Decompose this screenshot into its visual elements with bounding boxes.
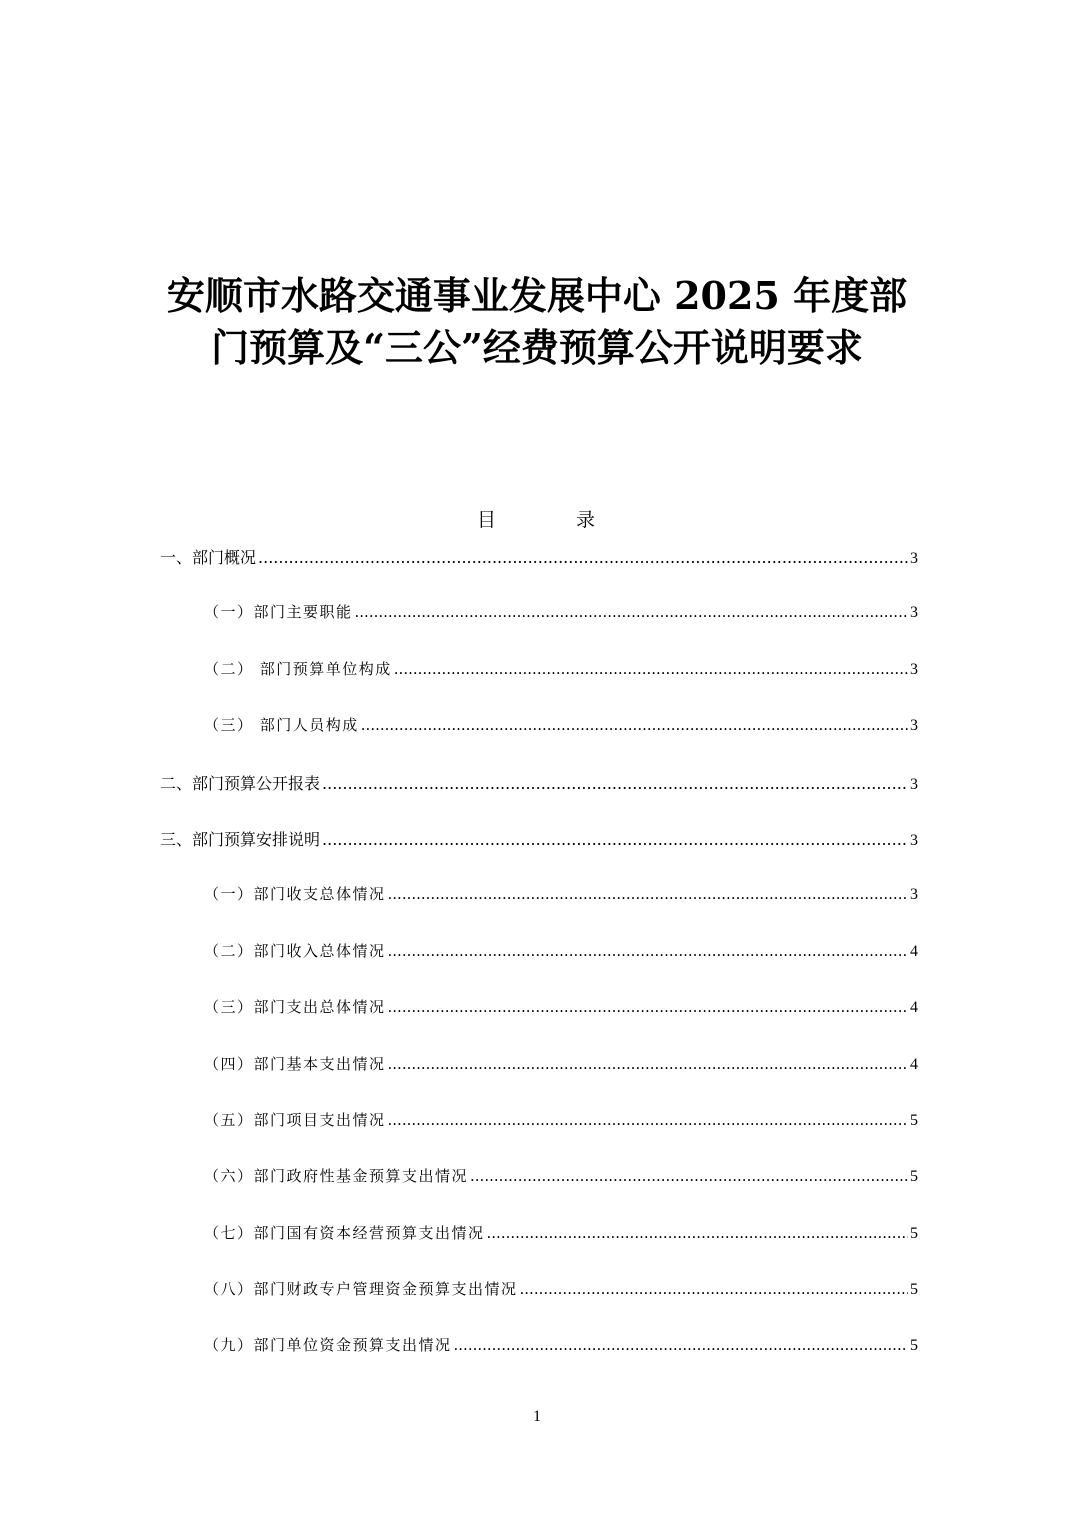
toc-entry-label: （八）部门财政专户管理资金预算支出情况 bbox=[204, 1280, 518, 1299]
table-of-contents bbox=[160, 545, 918, 1391]
toc-dot-leader bbox=[388, 942, 908, 960]
toc-dot-leader bbox=[388, 1111, 908, 1129]
toc-entry[interactable] bbox=[160, 1222, 918, 1278]
toc-dot-leader bbox=[487, 1224, 908, 1242]
title-line-2: 门预算及“三公”经费预算公开说明要求 bbox=[211, 325, 863, 370]
toc-entry[interactable] bbox=[160, 827, 918, 883]
toc-entry[interactable] bbox=[160, 940, 918, 996]
toc-entry-label: （一）部门主要职能 bbox=[204, 603, 353, 622]
toc-entry-label: （三） 部门人员构成 bbox=[204, 716, 359, 735]
toc-entry-page: 5 bbox=[910, 1337, 918, 1355]
toc-entry-label: （四）部门基本支出情况 bbox=[204, 1054, 386, 1073]
page-number: 1 bbox=[533, 1408, 541, 1425]
toc-entry-label: 一、部门概况 bbox=[160, 548, 257, 567]
toc-entry-page: 3 bbox=[910, 886, 918, 904]
toc-entry-page: 3 bbox=[910, 660, 918, 678]
toc-entry[interactable] bbox=[160, 658, 918, 714]
toc-dot-leader bbox=[258, 548, 908, 567]
toc-entry-page: 4 bbox=[910, 942, 918, 960]
toc-entry-page: 3 bbox=[910, 550, 918, 567]
toc-entry[interactable] bbox=[160, 545, 918, 601]
toc-entry[interactable] bbox=[160, 1334, 918, 1390]
toc-entry[interactable] bbox=[160, 1053, 918, 1109]
toc-entry-page: 3 bbox=[910, 775, 918, 793]
toc-entry-label: （六）部门政府性基金预算支出情况 bbox=[204, 1167, 469, 1186]
toc-entry-label: （三）部门支出总体情况 bbox=[204, 998, 386, 1017]
toc-entry[interactable] bbox=[160, 771, 918, 827]
toc-dot-leader bbox=[394, 660, 908, 678]
toc-entry-label: 三、部门预算安排说明 bbox=[160, 829, 321, 849]
toc-entry[interactable] bbox=[160, 1109, 918, 1165]
toc-dot-leader bbox=[470, 1167, 908, 1185]
toc-entry-label: （一）部门收支总体情况 bbox=[204, 885, 386, 904]
toc-entry-label: （二） 部门预算单位构成 bbox=[204, 659, 392, 678]
toc-entry[interactable] bbox=[160, 1278, 918, 1334]
toc-entry-label: 二、部门预算公开报表 bbox=[160, 773, 321, 793]
toc-dot-leader bbox=[388, 998, 908, 1016]
toc-heading-left: 目 bbox=[476, 509, 498, 531]
toc-entry[interactable] bbox=[160, 714, 918, 770]
toc-entry-label: （九）部门单位资金预算支出情况 bbox=[204, 1336, 452, 1355]
toc-heading bbox=[0, 505, 1074, 532]
toc-entry-page: 4 bbox=[910, 1055, 918, 1073]
toc-dot-leader bbox=[454, 1336, 908, 1354]
toc-entry[interactable] bbox=[160, 996, 918, 1052]
toc-entry-page: 3 bbox=[910, 717, 918, 735]
toc-entry-label: （二）部门收入总体情况 bbox=[204, 941, 386, 960]
title-line-1: 安顺市水路交通事业发展中心 2025 年度部 bbox=[166, 273, 908, 318]
toc-entry-label: （五）部门项目支出情况 bbox=[204, 1110, 386, 1129]
document-title bbox=[120, 270, 954, 374]
toc-entry-page: 5 bbox=[910, 1281, 918, 1299]
toc-heading-right: 录 bbox=[576, 509, 598, 531]
toc-entry-page: 3 bbox=[910, 831, 918, 849]
toc-dot-leader bbox=[322, 830, 908, 849]
toc-dot-leader bbox=[520, 1280, 908, 1298]
toc-dot-leader bbox=[361, 716, 908, 734]
toc-entry[interactable] bbox=[160, 1165, 918, 1221]
toc-dot-leader bbox=[322, 774, 908, 793]
toc-dot-leader bbox=[388, 1055, 908, 1073]
toc-entry[interactable] bbox=[160, 601, 918, 657]
toc-entry-page: 3 bbox=[910, 604, 918, 622]
toc-entry-label: （七）部门国有资本经营预算支出情况 bbox=[204, 1223, 485, 1242]
toc-entry-page: 5 bbox=[910, 1168, 918, 1186]
toc-dot-leader bbox=[355, 603, 908, 621]
toc-entry-page: 5 bbox=[910, 1111, 918, 1129]
toc-entry-page: 4 bbox=[910, 999, 918, 1017]
toc-entry[interactable] bbox=[160, 883, 918, 939]
toc-entry-page: 5 bbox=[910, 1224, 918, 1242]
toc-dot-leader bbox=[388, 885, 908, 903]
